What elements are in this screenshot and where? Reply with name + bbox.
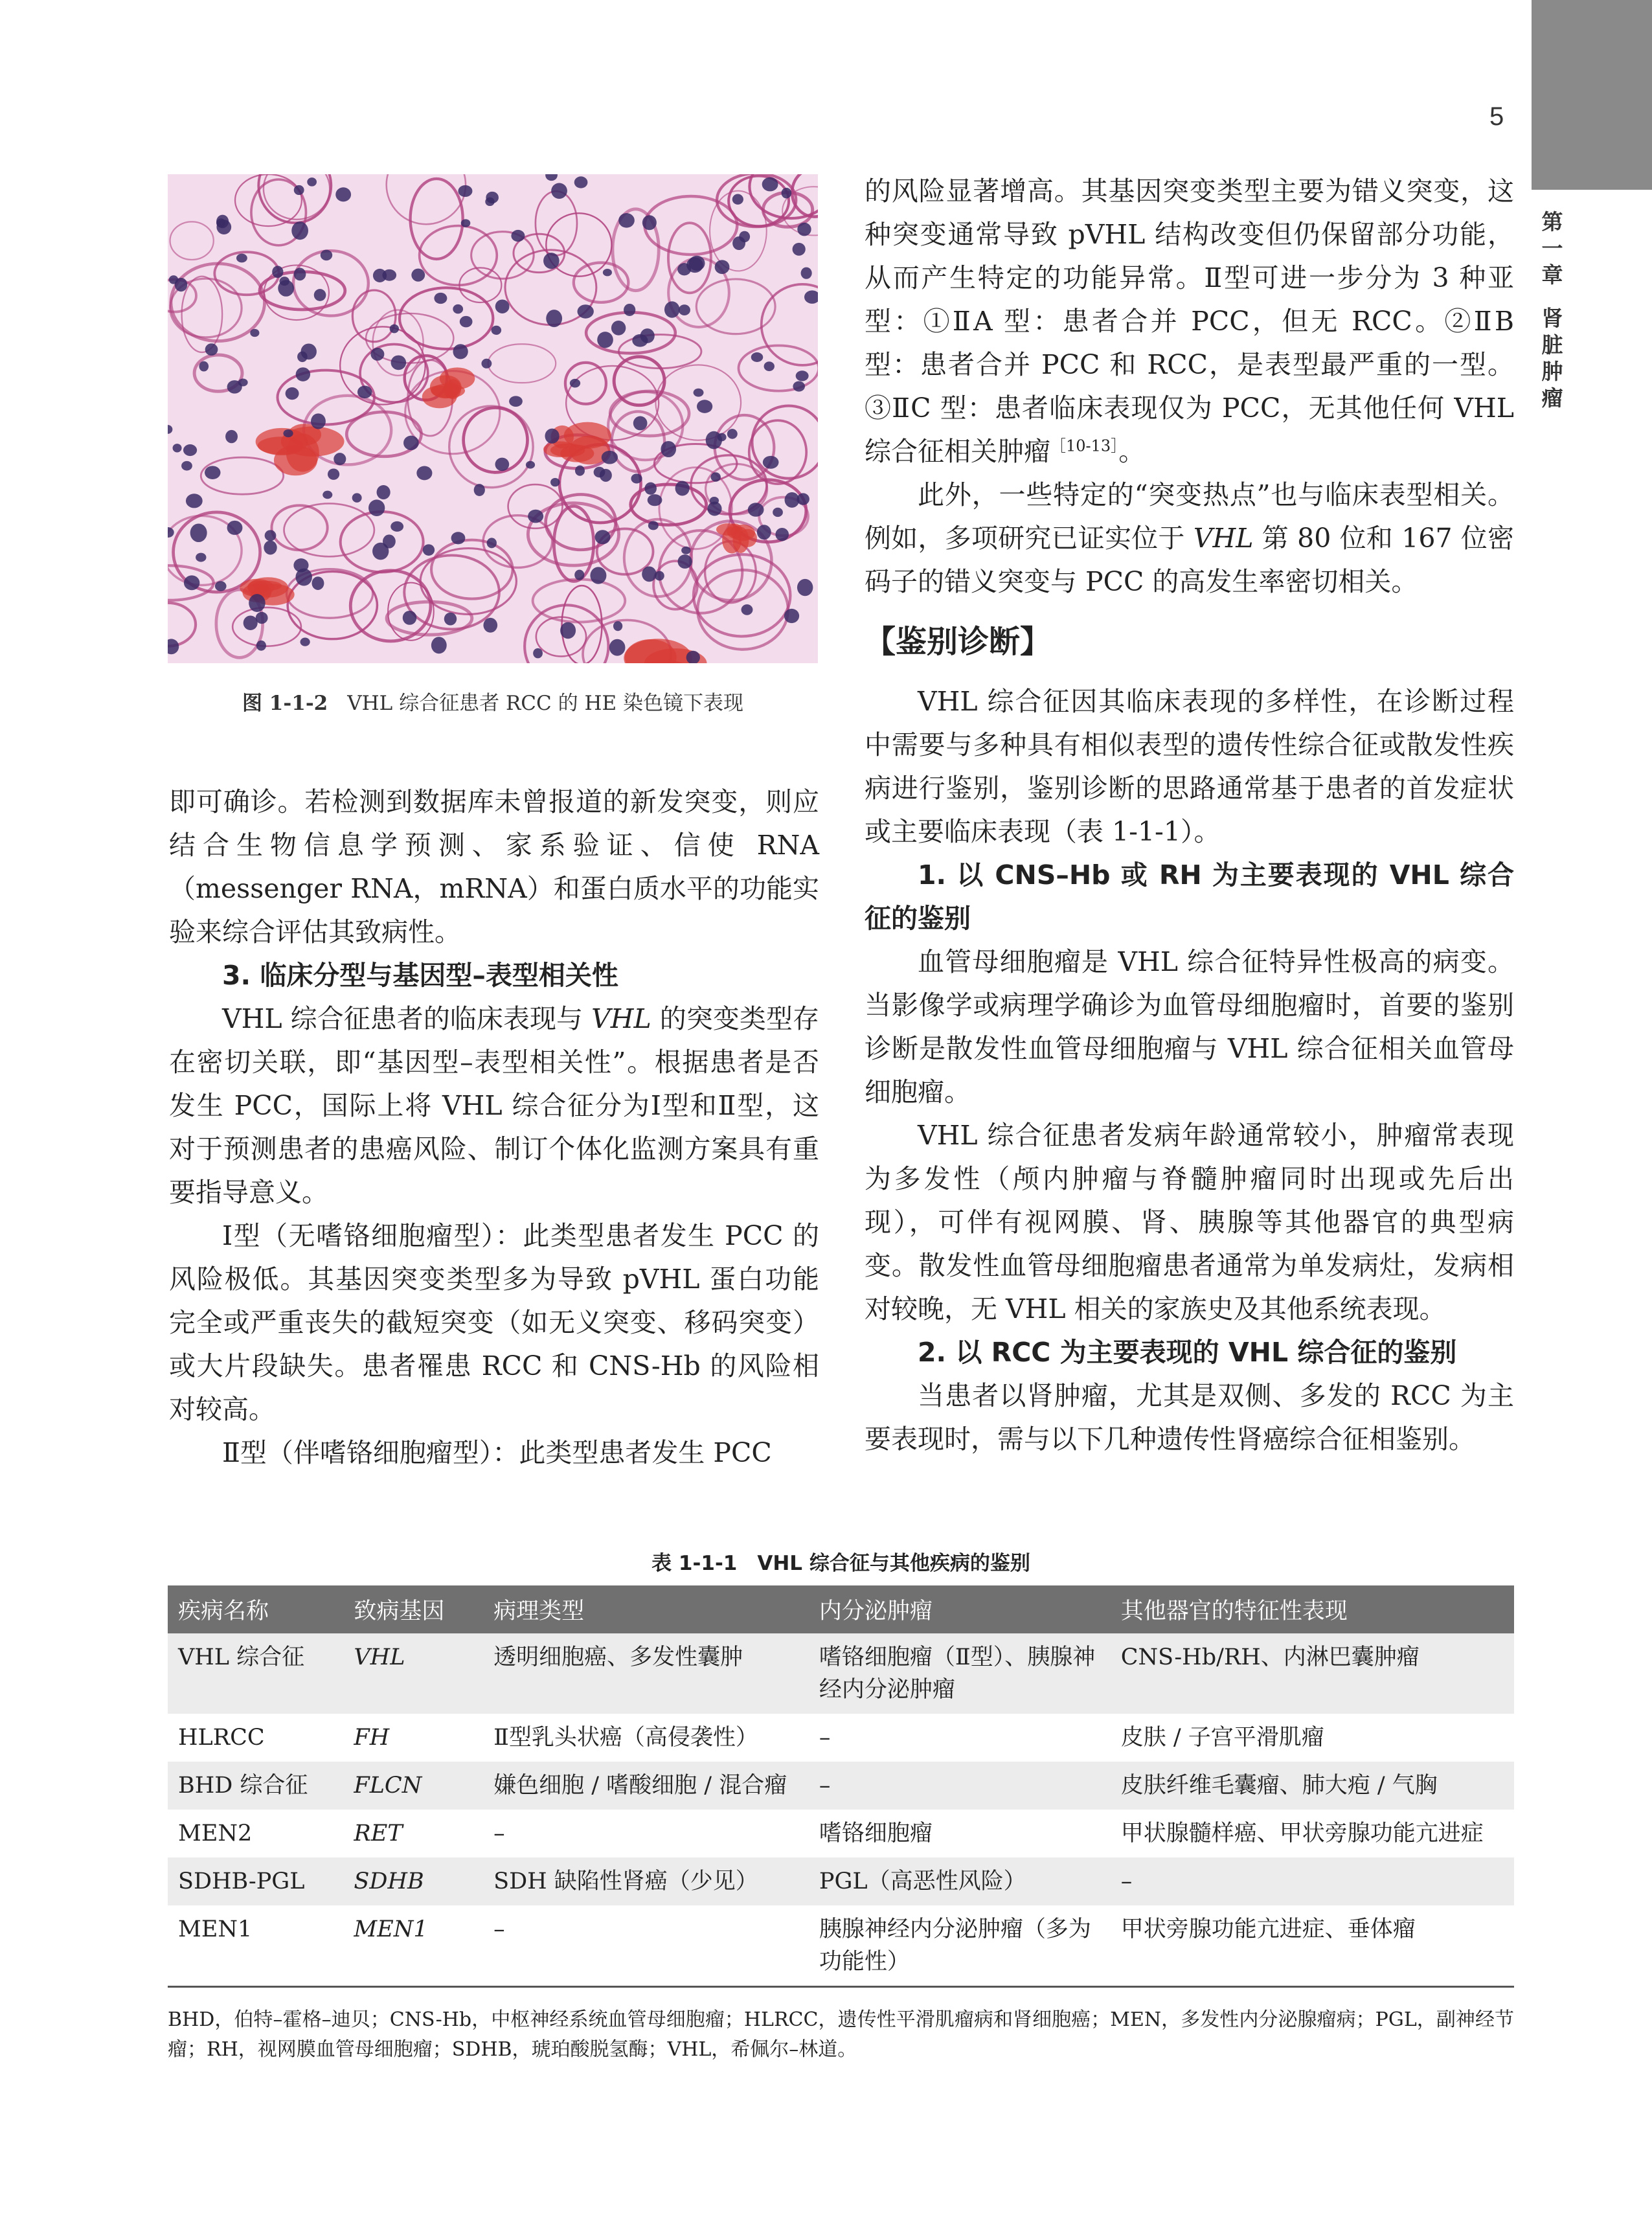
chapter-char: 第 xyxy=(1541,209,1563,234)
table-cell: – xyxy=(1111,1857,1514,1905)
table-caption: 表 1-1-1 VHL 综合征与其他疾病的鉴别 xyxy=(651,1552,1030,1575)
table-cell: SDHB xyxy=(343,1857,483,1905)
table-cell: 嗜铬细胞瘤（Ⅱ型）、胰腺神经内分泌肿瘤 xyxy=(809,1633,1111,1714)
chapter-char: 章 xyxy=(1541,262,1563,288)
table-cell: MEN1 xyxy=(343,1905,483,1987)
table-cell: FLCN xyxy=(343,1762,483,1810)
gene-name: VHL xyxy=(1193,523,1254,554)
table-cell: Ⅱ型乳头状癌（高侵袭性） xyxy=(483,1714,809,1762)
table-cell: BHD 综合征 xyxy=(168,1762,343,1810)
table-footnote: BHD，伯特–霍格–迪贝；CNS-Hb，中枢神经系统血管母细胞瘤；HLRCC，遗传性平滑肌瘤病和肾细胞癌；MEN，多发性内分泌腺瘤病；PGL，副神经节瘤；RH，视网膜血管母细胞瘤；SDHB，琥珀酸脱氢酶；VHL，希佩尔–林道。 xyxy=(168,2008,1514,2061)
table-cell: 嗜铬细胞瘤 xyxy=(809,1810,1111,1857)
table-cell: MEN1 xyxy=(168,1905,343,1987)
column-header: 病理类型 xyxy=(483,1585,809,1633)
differential-table xyxy=(168,1585,1514,1988)
table-cell: MEN2 xyxy=(168,1810,343,1857)
gene-name: VHL xyxy=(591,1003,651,1034)
paragraph: 即可确诊。若检测到数据库未曾报道的新发突变，则应结合生物信息学预测、家系验证、信使 RNA（messenger RNA，mRNA）和蛋白质水平的功能实验来综合评估其致病性。 xyxy=(169,786,819,948)
left-column xyxy=(169,780,819,1475)
table-cell: – xyxy=(483,1810,809,1857)
paragraph: Ⅱ型（伴嗜铬细胞瘤型）：此类型患者发生 PCC xyxy=(222,1437,772,1468)
table-cell: VHL xyxy=(343,1633,483,1714)
table-cell: CNS-Hb/RH、内淋巴囊肿瘤 xyxy=(1111,1633,1514,1714)
paragraph: 血管母细胞瘤是 VHL 综合征特异性极高的病变。当影像学或病理学确诊为血管母细胞瘤时，首要的鉴别诊断是散发性血管母细胞瘤与 VHL 综合征相关血管母细胞瘤。 xyxy=(865,946,1514,1107)
table-cell: 胰腺神经内分泌肿瘤（多为功能性） xyxy=(809,1905,1111,1987)
chapter-title-char: 肾 xyxy=(1541,306,1563,331)
table-cell: VHL 综合征 xyxy=(168,1633,343,1714)
column-header: 其他器官的特征性表现 xyxy=(1111,1585,1514,1633)
paragraph: VHL 综合征患者发病年龄通常较小，肿瘤常表现为多发性（颅内肿瘤与脊髓肿瘤同时出现或先后出现），可伴有视网膜、肾、胰腺等其他器官的典型病变。散发性血管母细胞瘤患者通常为单发病灶，发病相对较晚，无 VHL 相关的家族史及其他系统表现。 xyxy=(865,1120,1514,1324)
column-header: 内分泌肿瘤 xyxy=(809,1585,1111,1633)
table-cell: SDH 缺陷性肾癌（少见） xyxy=(483,1857,809,1905)
column-header: 致病基因 xyxy=(343,1585,483,1633)
paragraph: 当患者以肾肿瘤，尤其是双侧、多发的 RCC 为主要表现时，需与以下几种遗传性肾癌综合征相鉴别。 xyxy=(865,1380,1514,1455)
table-row xyxy=(168,1810,1514,1857)
table-row xyxy=(168,1714,1514,1762)
histology-figure xyxy=(168,174,818,663)
table-cell: 透明细胞癌、多发性囊肿 xyxy=(483,1633,809,1714)
table-cell: 甲状腺髓样癌、甲状旁腺功能亢进症 xyxy=(1111,1810,1514,1857)
paragraph: VHL 综合征因其临床表现的多样性，在诊断过程中需要与多种具有相似表型的遗传性综合征或散发性疾病进行鉴别，鉴别诊断的思路通常基于患者的首发症状或主要临床表现（表 1-1-1）。 xyxy=(865,686,1514,847)
table-cell: HLRCC xyxy=(168,1714,343,1762)
table-cell: 嫌色细胞 / 嗜酸细胞 / 混合瘤 xyxy=(483,1762,809,1810)
citation: ［10-13］ xyxy=(1050,437,1119,455)
table-cell: – xyxy=(483,1905,809,1987)
figure-label: 图 1-1-2 xyxy=(242,692,328,715)
table-cell: – xyxy=(809,1762,1111,1810)
table-row xyxy=(168,1857,1514,1905)
table-header-row xyxy=(168,1585,1514,1633)
chapter-tab-block xyxy=(1532,0,1652,190)
table-cell: FH xyxy=(343,1714,483,1762)
table-row xyxy=(168,1762,1514,1810)
table-cell: 皮肤 / 子宫平滑肌瘤 xyxy=(1111,1714,1514,1762)
paragraph: Ⅰ型（无嗜铬细胞瘤型）：此类型患者发生 PCC 的风险极低。其基因突变类型多为导致 pVHL 蛋白功能完全或严重丧失的截短突变（如无义突变、移码突变）或大片段缺失。患者罹患 RCC 和 CNS-Hb 的风险相对较高。 xyxy=(169,1220,819,1425)
he-stain-micrograph xyxy=(168,174,818,663)
paragraph: 的风险显著增高。其基因突变类型主要为错义突变，这种突变通常导致 pVHL 结构改变但仍保留部分功能，从而产生特定的功能异常。Ⅱ型可进一步分为 3 种亚型：①ⅡA 型：患者合并 PCC，但无 RCC。②ⅡB 型：患者合并 PCC 和 RCC，是表型最严重的一型。③ⅡC 型：患者临床表现仅为 PCC，无其他任何 VHL 综合征相关肿瘤$^{[10-13]}$。 xyxy=(865,176,1514,467)
paragraph: VHL 综合征患者的临床表现与 VHL 的突变类型存在密切关联，即“基因型–表型相关性”。根据患者是否发生 PCC，国际上将 VHL 综合征分为Ⅰ型和Ⅱ型，这对于预测患者的患癌风险、制订个体化监测方案具有重要指导意义。 xyxy=(169,1003,819,1208)
chapter-title-char: 脏 xyxy=(1541,332,1563,358)
section-heading: 3. 临床分型与基因型–表型相关性 xyxy=(222,960,618,991)
section-heading-differential: 【鉴别诊断】 xyxy=(865,624,1052,660)
table-cell: – xyxy=(809,1714,1111,1762)
table-row xyxy=(168,1905,1514,1987)
right-column xyxy=(865,170,1514,1461)
page-number: 5 xyxy=(1489,102,1504,131)
chapter-char: 一 xyxy=(1541,236,1563,261)
subsection-heading: 2. 以 RCC 为主要表现的 VHL 综合征的鉴别 xyxy=(918,1337,1457,1368)
table-cell: PGL（高恶性风险） xyxy=(809,1857,1111,1905)
figure-caption-text: VHL 综合征患者 RCC 的 HE 染色镜下表现 xyxy=(347,692,743,715)
chapter-title-char: 肿 xyxy=(1541,359,1563,384)
paragraph: 此外，一些特定的“突变热点”也与临床表型相关。例如，多项研究已证实位于 VHL 第 80 位和 167 位密码子的错义突变与 PCC 的高发生率密切相关。 xyxy=(865,479,1514,597)
table-cell: 皮肤纤维毛囊瘤、肺大疱 / 气胸 xyxy=(1111,1762,1514,1810)
chapter-title-char: 瘤 xyxy=(1541,385,1563,411)
subsection-heading: 1. 以 CNS–Hb 或 RH 为主要表现的 VHL 综合征的鉴别 xyxy=(865,859,1514,934)
table-cell: SDHB-PGL xyxy=(168,1857,343,1905)
table-cell: 甲状旁腺功能亢进症、垂体瘤 xyxy=(1111,1905,1514,1987)
column-header: 疾病名称 xyxy=(168,1585,343,1633)
figure-caption xyxy=(168,687,818,716)
table-row xyxy=(168,1633,1514,1714)
table-cell: RET xyxy=(343,1810,483,1857)
chapter-tab-label xyxy=(1539,209,1565,411)
